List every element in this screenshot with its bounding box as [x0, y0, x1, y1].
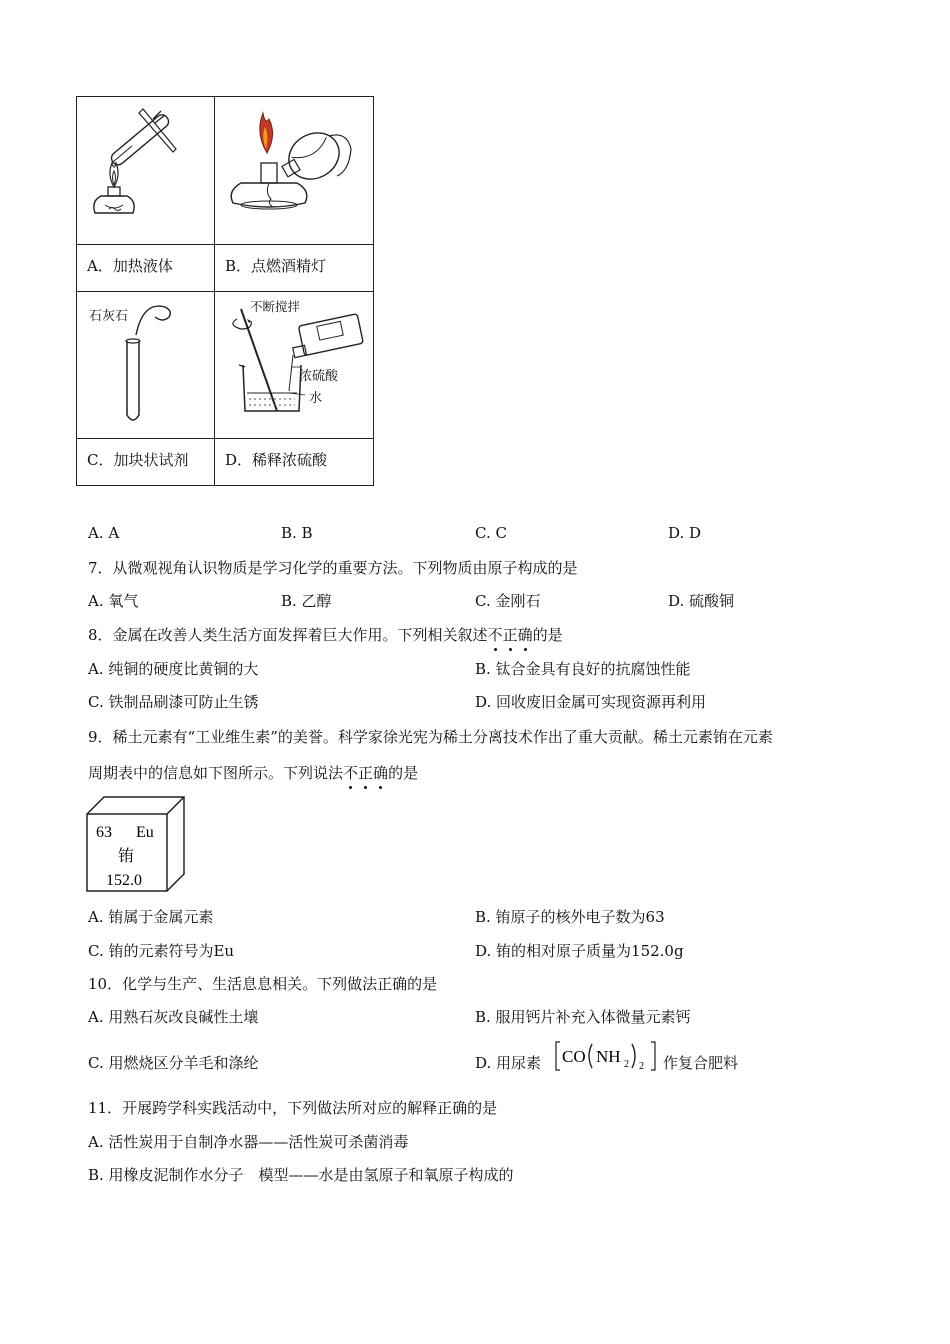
svg-text:2: 2 [624, 1059, 629, 1070]
q6-option-c: C. C [475, 524, 507, 542]
q8-option-a: A. 纯铜的硬度比黄铜的大 [88, 660, 259, 678]
q9-stem-line2: 周期表中的信息如下图所示。下列说法不正确的是 [88, 764, 419, 782]
cell-c-caption: C．加块状试剂 [87, 451, 189, 469]
q9-option-b: B. 铕原子的核外电子数为63 [475, 908, 665, 926]
heating-liquid-illustration [81, 101, 211, 241]
q6-option-d: D. D [668, 524, 702, 542]
svg-text:2: 2 [639, 1061, 644, 1072]
element-number: 63 [96, 824, 112, 841]
q7-option-b: B. 乙醇 [281, 592, 332, 610]
q11-stem: 11．开展跨学科实践活动中，下列做法所对应的解释正确的是 [88, 1099, 498, 1117]
grid-divider-1 [77, 244, 373, 245]
limestone-label: 石灰石 [89, 309, 129, 324]
q8-stem: 8．金属在改善人类生活方面发挥着巨大作用。下列相关叙述不正确的是 [88, 626, 563, 644]
dilute-acid-illustration [219, 295, 369, 435]
solid-reagent-illustration [81, 295, 211, 435]
q6-option-a: A. A [88, 524, 120, 542]
svg-text:CO: CO [562, 1047, 586, 1066]
element-symbol: Eu [136, 824, 154, 841]
cell-a-caption: A．加热液体 [87, 257, 173, 275]
q11-option-b: B. 用橡皮泥制作水分子 模型——水是由氢原子和氧原子构成的 [88, 1166, 514, 1184]
svg-text:NH: NH [596, 1047, 621, 1066]
q9-option-d: D. 铕的相对原子质量为152.0g [475, 942, 684, 960]
q7-stem: 7．从微观视角认识物质是学习化学的重要方法。下列物质由原子构成的是 [88, 559, 578, 577]
q7-option-a: A. 氧气 [88, 592, 139, 610]
light-lamp-illustration [219, 101, 369, 241]
q10-stem: 10．化学与生产、生活息息相关。下列做法正确的是 [88, 975, 438, 993]
q7-option-d: D. 硫酸铜 [668, 592, 735, 610]
q9-option-a: A. 铕属于金属元素 [88, 908, 214, 926]
q8-option-d: D. 回收废旧金属可实现资源再利用 [475, 693, 707, 711]
grid-divider-2 [77, 291, 373, 292]
q8-option-c: C. 铁制品刷漆可防止生锈 [88, 693, 259, 711]
q10-option-c: C. 用燃烧区分羊毛和涤纶 [88, 1054, 259, 1072]
q10-option-d-post: 作复合肥料 [663, 1054, 739, 1072]
grid-divider-3 [77, 438, 373, 439]
apparatus-figure [76, 96, 374, 486]
element-tile-europium [84, 794, 188, 894]
element-name: 铕 [118, 848, 135, 865]
q9-stem-line1: 9．稀土元素有“工业维生素”的美誉。科学家徐光宪为稀土分离技术作出了重大贡献。稀土元素铕在元素 [88, 728, 773, 746]
q11-option-a: A. 活性炭用于自制净水器——活性炭可杀菌消毒 [88, 1133, 409, 1151]
q6-option-b: B. B [281, 524, 313, 542]
cell-b-caption: B．点燃酒精灯 [225, 257, 327, 275]
urea-formula [554, 1038, 660, 1074]
cell-d-caption: D．稀释浓硫酸 [225, 451, 328, 469]
q10-option-b: B. 服用钙片补充入体微量元素钙 [475, 1008, 691, 1026]
q10-option-a: A. 用熟石灰改良碱性土壤 [88, 1008, 259, 1026]
q9-option-c: C. 铕的元素符号为Eu [88, 942, 235, 960]
stir-label: 不断搅拌 [250, 299, 301, 314]
q7-option-c: C. 金刚石 [475, 592, 541, 610]
element-mass: 152.0 [106, 872, 142, 889]
acid-label: 浓硫酸 [299, 369, 339, 384]
q10-option-d: D. 用尿素 [475, 1054, 542, 1072]
q8-option-b: B. 钛合金具有良好的抗腐蚀性能 [475, 660, 691, 678]
water-label: 水 [309, 391, 323, 406]
